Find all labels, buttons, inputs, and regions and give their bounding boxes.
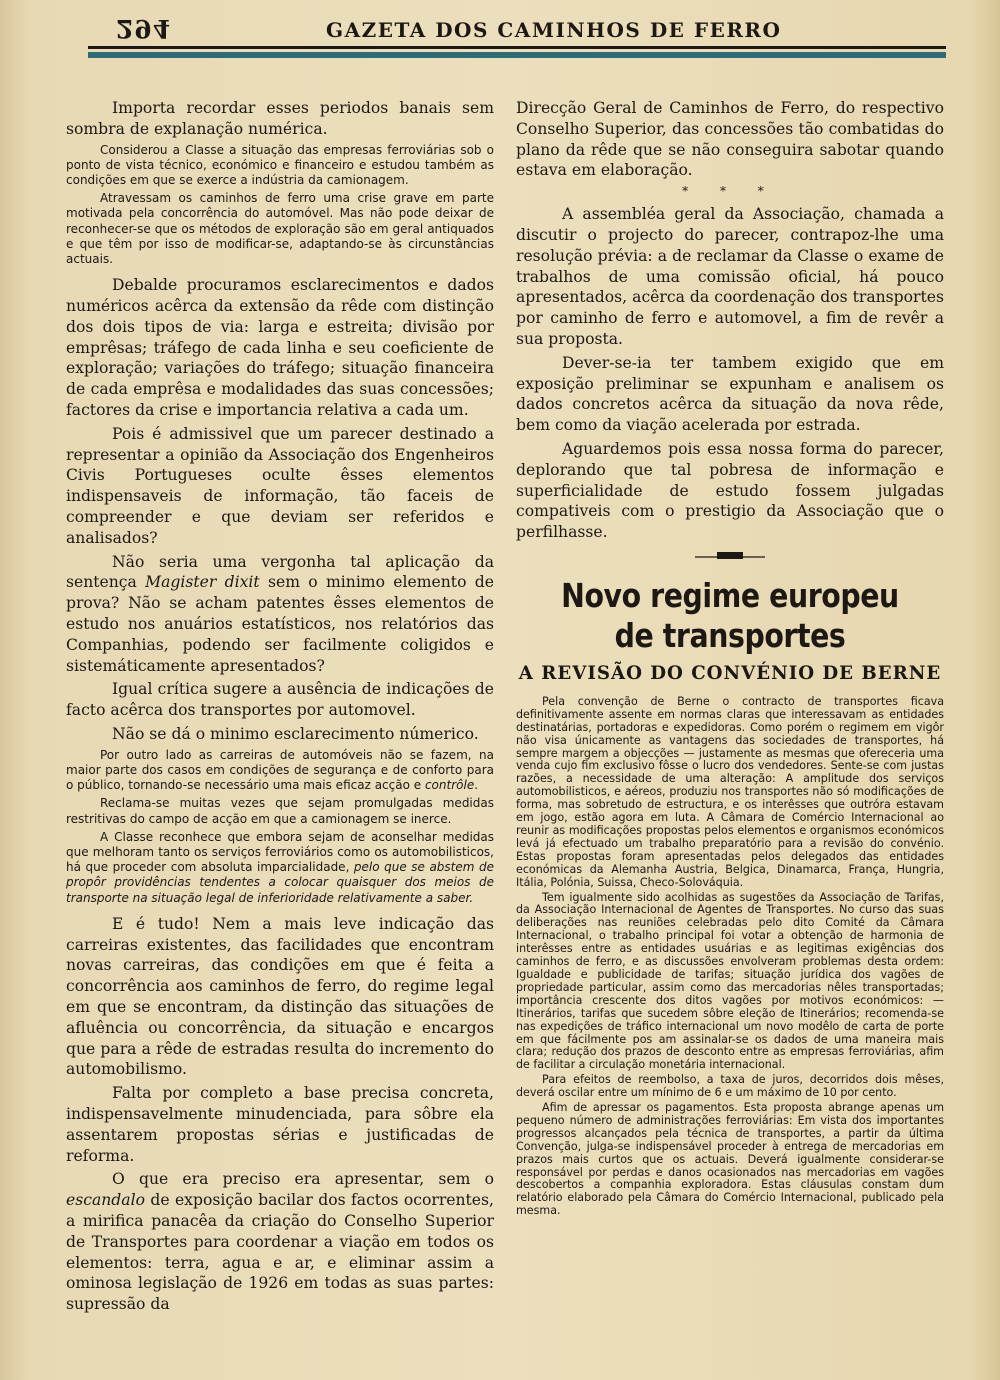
ornament-icon xyxy=(695,551,765,561)
paragraph: Igual crítica sugere a ausência de indicações de facto acêrca dos transportes por automovel. xyxy=(66,680,494,720)
paragraph: Pois é admissivel que um parecer destinado a representar a opinião da Associação dos Engenheiros Civis Portugueses oculte êsses elementos indispensaveis de informação, tão faceis de compreender e que deviam ser referidos e analisados? xyxy=(66,424,494,547)
italic-text: pelo que se abstem de propôr providências tendentes a colocar quaisquer dos meios de transporte na situação legal de inferioridade relativamente a saber. xyxy=(66,860,494,905)
article-subtitle: A REVISÃO DO CONVÉNIO DE BERNE xyxy=(518,662,942,684)
paragraph-small xyxy=(66,748,494,794)
header-rule-thick xyxy=(88,52,946,58)
paragraph xyxy=(66,1169,494,1315)
italic-text: escandalo xyxy=(66,1191,145,1210)
paragraph xyxy=(66,552,494,677)
article-paragraph: Afim de apressar os pagamentos. Esta proposta abrange apenas um pequeno número de administrações ferroviárias: Em vista dos importantes progressos alcançados pela técnica de transportes, a partir da última Convenção, julga-se indispensável proceder à entrega de mercadorias em prazos mais curtos que os actuais. Deverá igualmente considerar-se responsável por perdas e danos ocasionados nas mercadorias em vagões descobertos a companhia exploradora. Estas cláusulas constam dum relatório elaborado pela Câmara do Comércio Internacional, publicado pela mesma. xyxy=(516,1101,944,1218)
italic-text: Magister dixit xyxy=(145,573,260,592)
page-header xyxy=(88,10,946,56)
paragraph: A assembléa geral da Associação, chamada a discutir o projecto do parecer, contrapoz-lhe uma resolução prévia: a de reclamar da Classe o exame de trabalhos de uma comissão oficial, há pouco apresentados, acêrca da coordenação dos transportes por caminho de ferro e automovel, a fim de revêr a sua proposta. xyxy=(516,205,944,348)
paragraph-text: Não seria uma vergonha tal aplicação da sentença xyxy=(66,552,494,592)
paragraph: Debalde procuramos esclarecimentos e dados numéricos acêrca da extensão da rêde com distinção dos dois tipos de via: larga e estreita; divisão por emprêsas; tráfego de cada linha e seu coeficiente de exploração; variações do tráfego; situação financeira de cada emprêsa e modalidades das suas concessões; factores da crise e importancia relativa a cada um. xyxy=(66,276,494,419)
paragraph: Importa recordar esses periodos banais sem sombra de explanação numérica. xyxy=(66,99,494,138)
journal-title: GAZETA DOS CAMINHOS DE FERRO xyxy=(326,18,782,42)
paragraph: Falta por completo a base precisa concreta, indispensavelmente minudenciada, para sôbre ela assentarem propostas sérias e justificadas de reforma. xyxy=(66,1084,494,1165)
paragraph: Aguardemos pois essa nossa forma do parecer, deplorando que tal pobresa de informação e superficialidade de estudo fossem julgadas compativeis com o prestigio da Associação que o perfilhasse. xyxy=(516,439,944,542)
paragraph-small xyxy=(66,830,494,906)
paragraph-text: A Classe reconhece que embora sejam de aconselhar medidas que melhoram tanto os serviços ferroviários como os automobilisticos, há que proceder com absoluta imparcialidade, xyxy=(66,829,494,875)
paragraph-small: Reclama-se muitas vezes que sejam promulgadas medidas restritivas do campo de acção em que a camionagem se inerce. xyxy=(66,796,494,826)
article-title: Novo regime europeu de transportes xyxy=(561,575,899,655)
paragraph-text: O que era preciso era apresentar, sem o xyxy=(112,1170,494,1189)
paragraph-text: . xyxy=(474,778,479,793)
paragraph-text: Por outro lado as carreiras de automóveis não se fazem, na maior parte dos casos em condições de segurança e de conforto para o público, tornando-se necessário uma mais eficaz acção e xyxy=(66,747,494,793)
ornament-divider xyxy=(516,551,944,564)
paragraph-small: Atravessam os caminhos de ferro uma crise grave em parte motivada pela concorrência do automóvel. Mas não pode deixar de reconhecer-se que os métodos de exploração são em geral antiquados e que têm por isso de modificar-se, adaptando-se às circunstâncias actuais. xyxy=(66,191,494,267)
article-paragraph: Pela convenção de Berne o contracto de transportes ficava definitivamente assente em normas claras que interessavam as entidades destinatárias, portadoras e expedidoras. Como porém o regimem em vigôr não visa únicamente as vantagens das sociedades de transportes, há sempre margem a objecções — justamente as mesmas que ofereceria uma venda cujo fim exclusivo fôsse o lucro dos vendedores. Sente-se com justas razões, a necessidade de uma alteração: A amplitude dos serviços automobilisticos, e aéreos, produziu nos transportes não só modificações de forma, mas sobretudo de estructura, e os interêsses que outróra estavam em jogo, estão agora em luta. A Câmara de Comércio Internacional ao reunir as modificações propostas pelos elementos e organismos económicos levá já efectuado um trabalho preparatório para a revisão do convénio. Estas propostas foram apresentadas pelos delegados das entidades económicas da Alemanha Austria, Belgica, Dinamarca, França, Hungria, Itália, Polónia, Suissa, Checo-Solováquia. xyxy=(516,694,944,889)
paragraph: Dever-se-ia ter tambem exigido que em exposição preliminar se expunham e analisem os dados concretos acêrca da situação da nova rêde, bem como da viação acelerada por estrada. xyxy=(516,353,944,435)
paragraph: Não se dá o minimo esclarecimento númerico. xyxy=(112,724,479,743)
right-column xyxy=(516,98,944,1220)
italic-text: contrôle xyxy=(424,778,475,793)
section-separator: * * * xyxy=(682,184,778,199)
left-column xyxy=(66,98,494,1318)
page-number: 294 xyxy=(116,14,172,43)
article-paragraph: Tem igualmente sido acolhidas as sugestões da Associação de Tarifas, da Associação Internacional de Agentes de Transportes. No curso das suas deliberações nas reuniões celebradas pelo dito Comité da Câmara Internacional, o trabalho principal foi votar a obtenção de harmonia de interêsses entre as entidades usuárias e as legitimas exigências dos caminhos de ferro, e as discussões envolveram problemas desta ordem: Igualdade e publicidade de tarifas; situação jurídica dos vagões de propriedade particular, assim como das mercadorias nêles transportadas; importância crescente dos ditos vagões por motivos económicos: — Itinerários, tarifas que sucedem sôbre eleção de Itinerários; recomenda-se nas expedições de tráfico internacional um novo modêlo de carta de porte em que fácilmente pos am assinalar-se os dados de uma maneira mais clara; redução dos prazos de desconto entre as empresas ferroviárias, afim de facilitar a circulação monetária internacional. xyxy=(516,890,944,1072)
paragraph: E é tudo! Nem a mais leve indicação das carreiras existentes, das facilidades que encontram novas carreiras, das condições em que é feita a concorrência aos caminhos de ferro, do regime legal em que se encontram, da distinção das situações de afluência ou concorrência, da situação e encargos que para a rêde de estradas resulta do incremento do automobilismo. xyxy=(66,914,494,1079)
paragraph: Direcção Geral de Caminhos de Ferro, do respectivo Conselho Superior, das concessões tão combatidas do plano da rêde que se não conseguira sabotar quando estava em elaboração. xyxy=(516,99,944,180)
header-rule-thin xyxy=(88,46,946,49)
paragraph-small: Considerou a Classe a situação das empresas ferroviárias sob o ponto de vista técnico, económico e financeiro e estudou também as condições em que se exerce a indústria da camionagem. xyxy=(66,142,494,187)
article-paragraph: Para efeitos de reembolso, a taxa de juros, decorridos dois mêses, deverá oscilar entre um mínimo de 6 e um máximo de 10 por cento. xyxy=(516,1073,944,1100)
paragraph-text: de exposição bacilar dos factos ocorrentes, a mirifica panacêa da criação do Conselho Superior de Transportes para coordenar a viação em todos os elementos: terra, agua e ar, e eliminar assim a ominosa legislação de 1926 em todas as suas partes: supressão da xyxy=(66,1191,494,1314)
paragraph-text: sem o minimo elemento de prova? Não se acham patentes êsses elementos de estudo nos anuários estatísticos, nos relatórios das Companhias, podendo ser facilmente coligidos e sistemáticamente apresentados? xyxy=(66,573,494,675)
